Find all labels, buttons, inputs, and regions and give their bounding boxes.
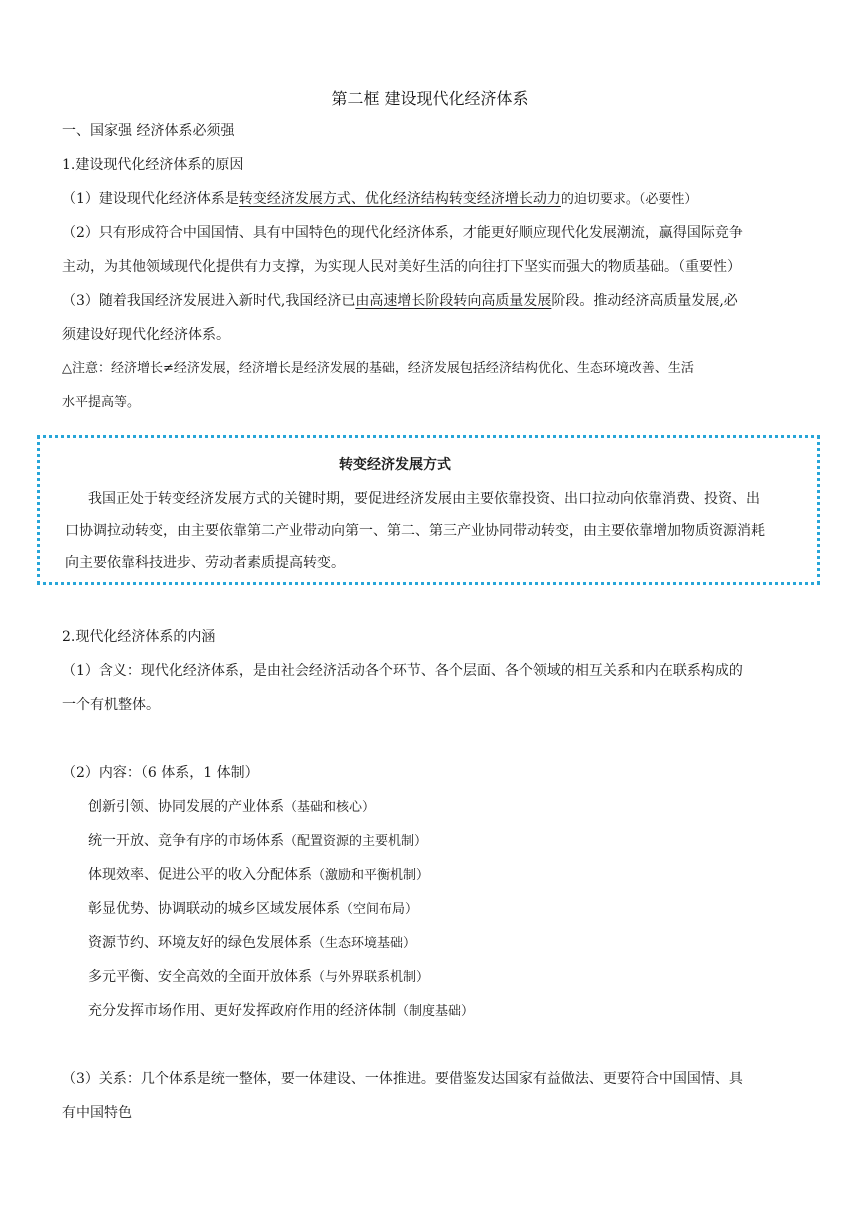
- definition-line2: 一个有机整体。: [62, 697, 160, 713]
- note-line1: △注意：经济增长≠经济发展，经济增长是经济发展的基础，经济发展包括经济结构优化、生态环境改善、生活: [62, 361, 694, 376]
- reason-necessity-underlined: 转变经济发展方式、优化经济结构转变经济增长动力: [238, 191, 561, 207]
- system-item-name: 充分发挥市场作用、更好发挥政府作用的经济体制: [88, 1003, 396, 1019]
- section-heading: 一、国家强 经济体系必须强: [62, 123, 235, 139]
- callout-line1: 我国正处于转变经济发展方式的关键时期，要促进经济发展由主要依靠投资、出口拉动向依靠消费、投资、出: [88, 491, 760, 507]
- reason-new-era-text-b: 阶段。推动经济高质量发展,必: [551, 293, 738, 309]
- system-item: [88, 824, 828, 859]
- content-heading: （2）内容：（6 体系，1 体制）: [62, 765, 259, 781]
- reason-new-era-underlined: 由高速增长阶段转向高质量发展: [355, 293, 552, 309]
- callout-box: [37, 435, 820, 585]
- system-item-name: 创新引领、协同发展的产业体系: [88, 799, 284, 815]
- system-item: [88, 892, 828, 927]
- system-item-name: 统一开放、竞争有序的市场体系: [88, 833, 284, 849]
- reason-new-era: [62, 284, 802, 318]
- system-item-name: 资源节约、环境友好的绿色发展体系: [88, 935, 312, 951]
- system-item-name: 彰显优势、协调联动的城乡区域发展体系: [88, 901, 340, 917]
- system-item-note: （与外界联系机制）: [312, 970, 430, 985]
- system-item-note: （空间布局）: [340, 902, 419, 917]
- reason-necessity: [62, 182, 802, 217]
- definition-line1: （1）含义：现代化经济体系，是由社会经济活动各个环节、各个层面、各个领域的相互关系和内在联系构成的: [62, 663, 743, 679]
- page-title: 第二框 建设现代化经济体系: [331, 89, 529, 108]
- system-item: [88, 926, 828, 961]
- system-item: [88, 790, 828, 825]
- system-item: [88, 994, 828, 1029]
- reason-new-era-line2: 须建设好现代化经济体系。: [62, 327, 230, 343]
- relation-line1: （3）关系：几个体系是统一整体，要一体建设、一体推进。要借鉴发达国家有益做法、更要符合中国国情、具: [62, 1071, 743, 1087]
- system-item-note: （生态环境基础）: [312, 936, 417, 951]
- callout-line3: 向主要依靠科技进步、劳动者素质提高转变。: [65, 555, 345, 571]
- system-item: [88, 960, 828, 995]
- reason-new-era-text-a: （3）随着我国经济发展进入新时代,我国经济已: [62, 293, 356, 309]
- system-item-name: 多元平衡、安全高效的全面开放体系: [88, 969, 312, 985]
- relation-line2: 有中国特色: [62, 1105, 132, 1121]
- reason-importance-line2: 主动，为其他领域现代化提供有力支撑，为实现人民对美好生活的向往打下坚实而强大的物质基础。（重要性）: [62, 259, 741, 275]
- system-item: [88, 858, 828, 893]
- item2-heading: 2.现代化经济体系的内涵: [62, 629, 216, 645]
- system-item-note: （激励和平衡机制）: [312, 868, 430, 883]
- item1-heading: 1.建设现代化经济体系的原因: [62, 157, 244, 173]
- reason-necessity-text-a: （1）建设现代化经济体系是: [62, 191, 239, 207]
- system-item-note: （基础和核心）: [284, 800, 376, 815]
- system-item-name: 体现效率、促进公平的收入分配体系: [88, 867, 312, 883]
- callout-line2: 口协调拉动转变，由主要依靠第二产业带动向第一、第二、第三产业协同带动转变，由主要依靠增加物质资源消耗: [65, 523, 765, 539]
- reason-importance-line1: （2）只有形成符合中国国情、具有中国特色的现代化经济体系，才能更好顺应现代化发展潮流，赢得国际竞争: [62, 225, 743, 241]
- system-item-note: （制度基础）: [396, 1004, 475, 1019]
- reason-necessity-text-b: 的迫切要求。（必要性）: [560, 192, 698, 207]
- note-line2: 水平提高等。: [62, 395, 141, 410]
- callout-title: 转变经济发展方式: [339, 457, 451, 473]
- system-item-note: （配置资源的主要机制）: [284, 834, 428, 849]
